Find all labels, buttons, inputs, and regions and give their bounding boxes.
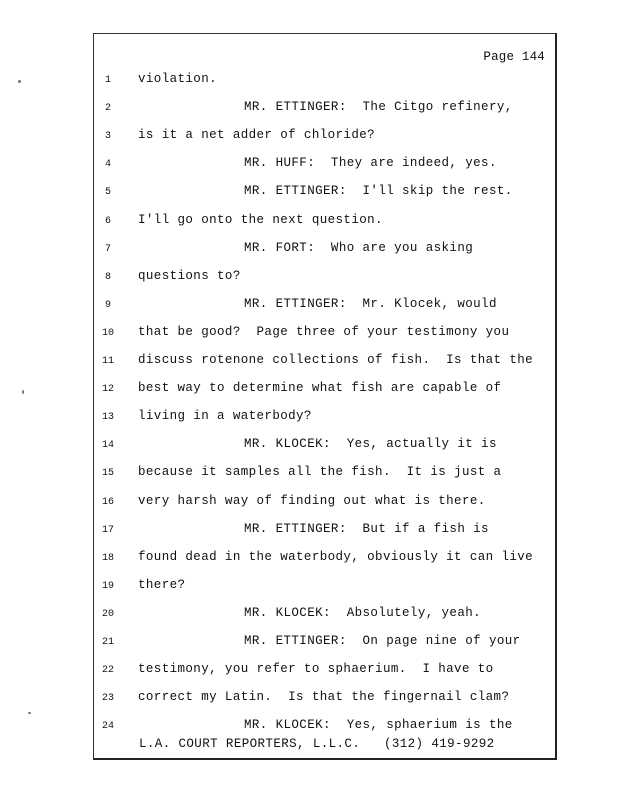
line-text: MR. KLOCEK: Yes, sphaerium is the: [244, 718, 513, 733]
line-text: MR. ETTINGER: But if a fish is: [244, 521, 489, 536]
scan-speck: [22, 390, 24, 394]
line-number: 21: [101, 637, 114, 648]
transcript-page: [93, 33, 557, 760]
line-number: 20: [101, 608, 114, 620]
transcript-line: [94, 353, 558, 373]
line-text: violation.: [138, 72, 218, 86]
line-text: discuss rotenone collections of fish. Is that the: [138, 353, 534, 367]
transcript-line: [94, 718, 558, 738]
line-text: there?: [138, 577, 186, 592]
line-text: that be good? Page three of your testimony you: [138, 324, 510, 339]
transcript-line: [94, 550, 558, 570]
line-number: 9: [104, 299, 111, 311]
line-number: 10: [101, 327, 114, 339]
line-number: 8: [104, 271, 111, 283]
line-number: 7: [104, 243, 111, 255]
line-text: MR. ETTINGER: On page nine of your: [244, 634, 521, 648]
transcript-line: [94, 409, 558, 429]
line-text: MR. HUFF: They are indeed, yes.: [244, 156, 497, 171]
line-number: 19: [101, 580, 114, 592]
line-text: MR. ETTINGER: I'll skip the rest.: [244, 184, 513, 199]
line-number: 5: [104, 187, 111, 199]
line-number: 4: [104, 159, 111, 171]
transcript-line: [94, 465, 558, 485]
line-number: 17: [101, 524, 114, 536]
line-text: MR. KLOCEK: Absolutely, yeah.: [244, 605, 482, 620]
line-text: questions to?: [138, 268, 241, 283]
line-text: correct my Latin. Is that the fingernail clam?: [138, 690, 510, 705]
transcript-line: [94, 522, 558, 542]
scan-speck: [18, 80, 21, 83]
line-number: 15: [101, 468, 114, 480]
line-number: 6: [104, 215, 111, 227]
line-text: MR. KLOCEK: Yes, actually it is: [244, 437, 497, 452]
line-text: very harsh way of finding out what is there.: [138, 493, 486, 508]
line-number: 2: [104, 103, 111, 115]
transcript-line: [94, 437, 558, 457]
line-text: testimony, you refer to sphaerium. I have to: [138, 662, 494, 677]
line-text: best way to determine what fish are capable of: [138, 381, 502, 396]
transcript-line: [94, 494, 558, 514]
line-number: 24: [101, 721, 114, 733]
line-number: 3: [104, 131, 111, 143]
line-number: 1: [104, 75, 111, 86]
line-number: 22: [101, 665, 114, 677]
transcript-line: [94, 269, 558, 289]
transcript-line: [94, 297, 558, 317]
transcript-line: [94, 381, 558, 401]
line-text: is it a net adder of chloride?: [138, 128, 376, 143]
transcript-line: [94, 241, 558, 261]
transcript-line: [94, 128, 558, 148]
line-text: MR. FORT: Who are you asking: [244, 240, 474, 255]
transcript-line: [94, 662, 558, 682]
transcript-line: [94, 634, 558, 654]
line-number: 13: [101, 412, 114, 424]
transcript-line: [94, 72, 558, 92]
line-number: 14: [101, 440, 114, 452]
transcript-line: [94, 184, 558, 204]
page-number: Page 144: [483, 50, 545, 64]
line-text: found dead in the waterbody, obviously it can live: [138, 549, 534, 564]
line-text: living in a waterbody?: [138, 409, 312, 424]
transcript-line: [94, 213, 558, 233]
transcript-line: [94, 100, 558, 120]
line-text: because it samples all the fish. It is just a: [138, 465, 502, 480]
transcript-line: [94, 325, 558, 345]
line-number: 23: [101, 693, 114, 705]
transcript-line: [94, 578, 558, 598]
transcript-line: [94, 156, 558, 176]
line-number: 16: [101, 496, 114, 508]
line-number: 12: [101, 384, 114, 396]
line-text: MR. ETTINGER: The Citgo refinery,: [244, 100, 513, 115]
line-text: I'll go onto the next question.: [138, 212, 383, 227]
transcript-line: [94, 690, 558, 710]
reporter-footer: L.A. COURT REPORTERS, L.L.C. (312) 419-9292: [139, 737, 495, 751]
line-number: 11: [101, 356, 114, 367]
scan-speck: [28, 712, 31, 714]
transcript-line: [94, 606, 558, 626]
line-number: 18: [101, 552, 114, 564]
line-text: MR. ETTINGER: Mr. Klocek, would: [244, 296, 497, 311]
